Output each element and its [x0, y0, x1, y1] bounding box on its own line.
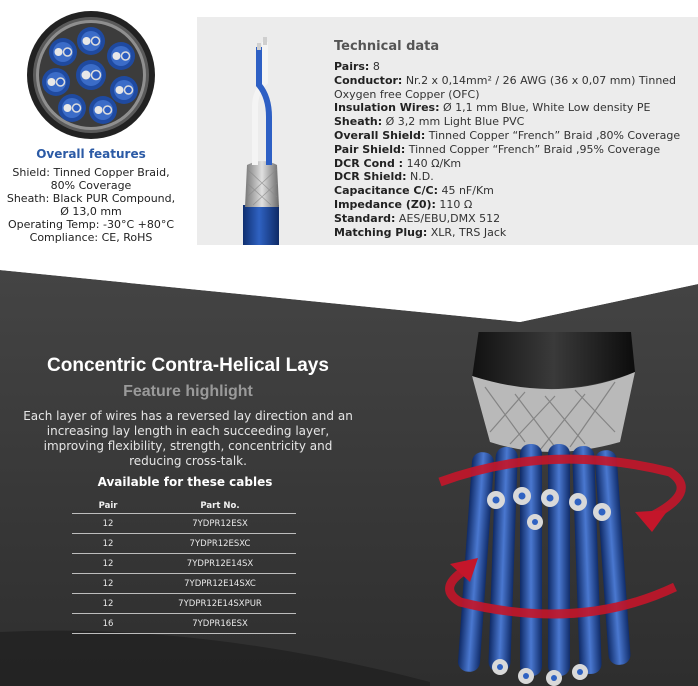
table-row	[72, 534, 296, 554]
spec-label: Capacitance C/C:	[334, 184, 438, 198]
spec-value: 110 Ω	[435, 197, 473, 211]
spec-row	[334, 212, 690, 226]
overall-feature-line: Ø 13,0 mm	[60, 205, 122, 218]
cell-part-no: 7YDPR12E14SXC	[144, 574, 296, 594]
spec-value: Tinned Copper “French” Braid ,95% Coverage	[405, 142, 661, 156]
feature-subhead: Feature highlight	[123, 383, 253, 400]
multi-pair-cable-bundle-image	[430, 332, 698, 686]
spec-label: Standard:	[334, 211, 396, 225]
spec-value: 8	[369, 60, 380, 73]
table-row	[72, 594, 296, 614]
feature-headline: Concentric Contra-Helical Lays	[47, 355, 329, 376]
spec-row	[334, 60, 690, 74]
spec-label: Conductor:	[334, 73, 403, 87]
table-row	[72, 574, 296, 594]
spec-label: Sheath:	[334, 115, 383, 129]
cell-pair: 12	[72, 554, 144, 574]
spec-value: 140 Ω/Km	[403, 156, 462, 170]
column-header-pair: Pair	[98, 501, 118, 511]
spec-value: XLR, TRS Jack	[427, 225, 507, 239]
overall-feature-line: 80% Coverage	[50, 179, 132, 192]
pair-cable-image	[225, 37, 310, 245]
technical-specs-list	[334, 60, 690, 239]
overall-feature-line: Sheath: Black PUR Compound,	[6, 192, 176, 205]
overall-features-list	[0, 166, 182, 244]
feature-description: Each layer of wires has a reversed lay direction and an increasing lay length in each succeeding layer, improving flexibility, strength, concentricity and reducing cross-talk.	[23, 409, 353, 468]
table-row	[72, 614, 296, 634]
available-cables-table	[72, 499, 296, 634]
spec-row	[334, 226, 690, 240]
spec-row	[334, 143, 690, 157]
cable-cross-section-image	[26, 10, 156, 140]
cell-part-no: 7YDPR12ESX	[144, 514, 296, 534]
table-header-row	[72, 499, 296, 514]
cell-part-no: 7YDPR12E14SXPUR	[144, 594, 296, 614]
spec-value: Tinned Copper “French” Braid ,80% Coverage	[425, 128, 681, 142]
spec-row	[334, 184, 690, 198]
cable-overview-section	[0, 0, 698, 250]
spec-row	[334, 157, 690, 171]
table-row	[72, 514, 296, 534]
feature-highlight-section	[0, 262, 698, 686]
spec-row	[334, 198, 690, 212]
cell-part-no: 7YDPR16ESX	[144, 614, 296, 634]
spec-label: DCR Cond :	[334, 156, 404, 170]
spec-label: Pair Shield:	[334, 142, 406, 156]
overall-features-title: Overall features	[36, 147, 146, 161]
spec-value: AES/EBU,DMX 512	[395, 211, 501, 225]
spec-value: Nr.2 x 0,14mm² / 26 AWG (36 x 0,07 mm) Tinned Oxygen free Copper (OFC)	[334, 73, 677, 101]
overall-feature-line: Shield: Tinned Copper Braid,	[12, 166, 170, 179]
spec-row	[334, 101, 690, 115]
available-cables-title: Available for these cables	[97, 475, 273, 489]
spec-label: Pairs:	[334, 60, 370, 73]
technical-data-title: Technical data	[334, 39, 440, 54]
cell-part-no: 7YDPR12ESXC	[144, 534, 296, 554]
cell-pair: 12	[72, 514, 144, 534]
cell-pair: 12	[72, 574, 144, 594]
spec-label: DCR Shield:	[334, 170, 407, 184]
spec-value: Ø 1,1 mm Blue, White Low density PE	[439, 101, 651, 115]
cell-pair: 16	[72, 614, 144, 634]
spec-row	[334, 115, 690, 129]
spec-value: N.D.	[406, 170, 434, 184]
spec-row	[334, 129, 690, 143]
spec-row	[334, 74, 690, 102]
table-row	[72, 554, 296, 574]
spec-value: 45 nF/Km	[437, 184, 494, 198]
column-header-part-no: Part No.	[200, 501, 240, 511]
overall-feature-line: Compliance: CE, RoHS	[29, 231, 153, 244]
spec-label: Impedance (Z0):	[334, 197, 436, 211]
cell-pair: 12	[72, 534, 144, 554]
spec-row	[334, 170, 690, 184]
spec-value: Ø 3,2 mm Light Blue PVC	[382, 115, 525, 129]
cell-part-no: 7YDPR12E14SX	[144, 554, 296, 574]
spec-label: Insulation Wires:	[334, 101, 440, 115]
spec-label: Matching Plug:	[334, 225, 428, 239]
spec-label: Overall Shield:	[334, 128, 426, 142]
cell-pair: 12	[72, 594, 144, 614]
overall-feature-line: Operating Temp: -30°C +80°C	[7, 218, 175, 231]
